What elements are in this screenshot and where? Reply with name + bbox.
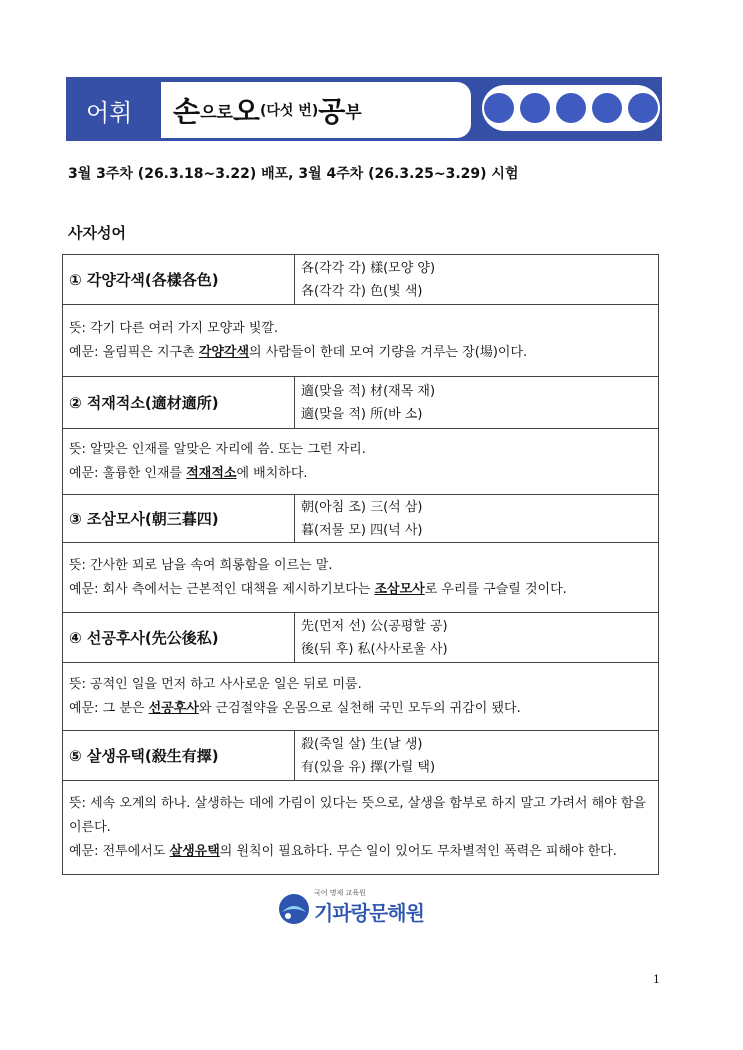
title-part: 오: [232, 95, 260, 128]
example-text: 의 원칙이 필요하다. 무슨 일이 있어도 무차별적인 폭력은 피해야 한다.: [219, 843, 617, 859]
idiom-example: [69, 840, 652, 864]
schedule-subtitle: 3월 3주차 (26.3.18~3.22) 배포, 3월 4주차 (26.3.25~3.29) 시험: [68, 166, 519, 182]
idiom-header-row: [63, 255, 659, 305]
title-part: 부: [345, 102, 362, 123]
idiom-description: [63, 781, 659, 875]
idiom-description: [63, 663, 659, 731]
idiom-hanja: [295, 495, 659, 543]
idiom-desc-row: [63, 781, 659, 875]
idiom-desc-row: [63, 305, 659, 377]
idiom-desc-row: [63, 429, 659, 495]
hanja-line: 朝(아침 조) 三(석 삼): [301, 499, 423, 515]
example-text: 와 근검절약을 온몸으로 실천해 국민 모두의 귀감이 됐다.: [198, 700, 521, 716]
hanja-line: 各(각각 각) 樣(모양 양): [301, 260, 436, 276]
idiom-header-row: [63, 377, 659, 429]
hanja-line: 先(먼저 선) 公(공평할 공): [301, 618, 448, 634]
logo-mark-icon: [276, 892, 312, 926]
example-text: 예문: 회사 측에서는 근본적인 대책을 제시하기보다는: [69, 581, 375, 597]
idiom-meaning: 뜻: 알맞은 인재를 알맞은 자리에 씀. 또는 그런 자리.: [69, 441, 366, 457]
logo-tagline: 국어 명제 교육원: [314, 889, 366, 897]
idiom-header-row: [63, 731, 659, 781]
idiom-description: [63, 305, 659, 377]
idiom-meaning: 뜻: 공적인 일을 먼저 하고 사사로운 일은 뒤로 미룸.: [69, 676, 362, 692]
idiom-name: ④ 선공후사(先公後私): [63, 613, 295, 663]
hanja-line: 殺(죽일 살) 生(날 생): [301, 736, 423, 752]
idiom-hanja: [295, 731, 659, 781]
dot-icon: [520, 93, 550, 123]
idiom-example: [69, 462, 652, 486]
progress-dots: [482, 85, 660, 131]
idiom-hanja: [295, 377, 659, 429]
dot-icon: [628, 93, 658, 123]
idiom-description: [63, 543, 659, 613]
idiom-header-row: [63, 495, 659, 543]
hanja-line: 各(각각 각) 色(빛 색): [301, 283, 423, 299]
idiom-example: [69, 341, 652, 365]
hanja-line: 後(뒤 후) 私(사사로울 사): [301, 641, 448, 657]
idiom-name: ② 적재적소(適材適所): [63, 377, 295, 429]
title-part: 으로: [200, 102, 233, 123]
section-title: 사자성어: [68, 224, 126, 242]
dot-icon: [556, 93, 586, 123]
idiom-meaning: 뜻: 세속 오계의 하나. 살생하는 데에 가림이 있다는 뜻으로, 살생을 함부로 하지 말고 가려서 해야 함을 이른다.: [69, 795, 646, 835]
idiom-meaning: 뜻: 각기 다른 여러 가지 모양과 빛깔.: [69, 320, 279, 336]
idiom-meaning: 뜻: 간사한 꾀로 남을 속여 희롱함을 이르는 말.: [69, 557, 333, 573]
idiom-example: [69, 578, 652, 602]
hanja-line: 適(맞을 적) 所(바 소): [301, 406, 423, 422]
title-part: (다섯 번): [259, 103, 319, 119]
example-text: 의 사람들이 한데 모여 기량을 겨루는 장(場)이다.: [249, 344, 528, 360]
hanja-line: 暮(저물 모) 四(넉 사): [301, 522, 423, 538]
idiom-hanja: [295, 255, 659, 305]
hanja-line: 有(있을 유) 擇(가릴 택): [301, 759, 436, 775]
example-text: 예문: 그 분은: [69, 700, 149, 716]
idiom-description: [63, 429, 659, 495]
dot-icon: [592, 93, 622, 123]
example-text: 로 우리를 구슬릴 것이다.: [424, 581, 567, 597]
idiom-example: [69, 697, 652, 721]
idiom-header-row: [63, 613, 659, 663]
example-keyword: 조삼모사: [374, 581, 425, 597]
example-text: 예문: 전투에서도: [69, 843, 170, 859]
hanja-line: 適(맞을 적) 材(재목 재): [301, 383, 436, 399]
header-label: 어휘: [86, 99, 133, 127]
page-header: [66, 77, 662, 141]
example-keyword: 선공후사: [148, 700, 199, 716]
idiom-hanja: [295, 613, 659, 663]
example-keyword: 적재적소: [186, 465, 237, 481]
title-part: 공: [318, 95, 346, 128]
example-keyword: 각양각색: [198, 344, 250, 360]
example-text: 예문: 훌륭한 인재를: [69, 465, 187, 481]
idiom-name: ① 각양각색(各樣各色): [63, 255, 295, 305]
page-number: 1: [653, 973, 660, 986]
idiom-desc-row: [63, 663, 659, 731]
idiom-name: ③ 조삼모사(朝三暮四): [63, 495, 295, 543]
dot-icon: [484, 93, 514, 123]
brand-logo: [276, 888, 436, 930]
idiom-desc-row: [63, 543, 659, 613]
idiom-name: ⑤ 살생유택(殺生有擇): [63, 731, 295, 781]
title-part: 손: [173, 95, 201, 128]
idiom-table: [62, 254, 659, 875]
header-title: [161, 82, 471, 138]
example-text: 에 배치하다.: [236, 465, 308, 481]
logo-name: 기파랑문해원: [314, 901, 424, 925]
example-text: 예문: 올림픽은 지구촌: [69, 344, 199, 360]
example-keyword: 살생유택: [169, 843, 220, 859]
